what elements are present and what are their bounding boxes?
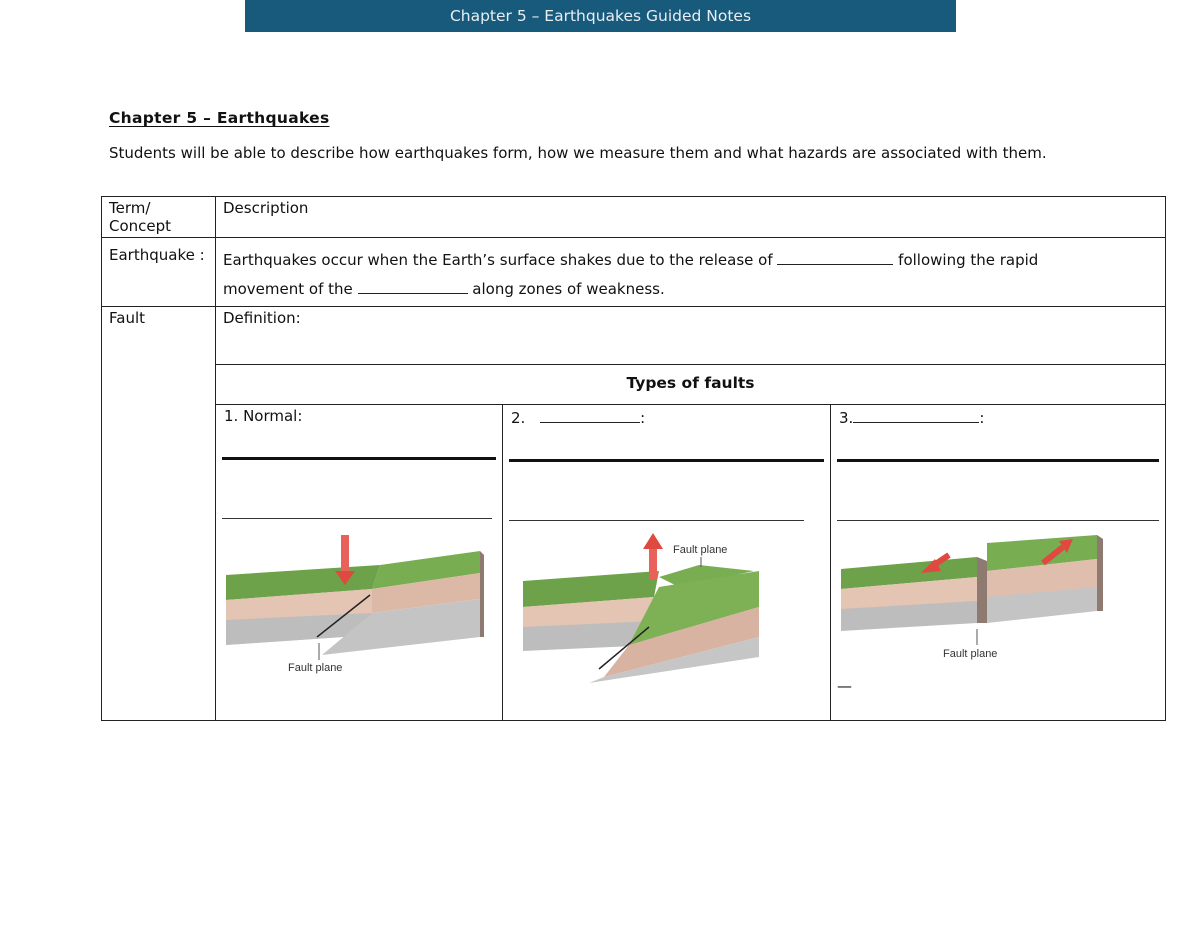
term-fault: Fault [102, 307, 216, 721]
learning-objective: Students will be able to describe how earthquakes form, how we measure them and what hazards are associated with them. [109, 144, 1047, 162]
answer-line[interactable] [509, 459, 824, 462]
fault-type-3: 3. : Fault plane — [831, 405, 1166, 721]
answer-line[interactable] [222, 457, 496, 460]
fault-plane-label: Fault plane [943, 648, 998, 660]
answer-line[interactable] [837, 459, 1159, 462]
answer-line[interactable] [509, 520, 804, 521]
fault-type-2: 2. : Fault plane [503, 405, 831, 721]
blank-plates[interactable] [358, 278, 468, 294]
strike-slip-fault-diagram [837, 527, 1157, 677]
trailing-dash: — [837, 677, 852, 695]
blank-fault-type-3[interactable] [853, 407, 979, 423]
fault-plane-label: Fault plane [288, 662, 343, 674]
header-description: Description [216, 197, 1166, 238]
normal-fault-diagram [222, 525, 487, 675]
blank-fault-type-2[interactable] [540, 407, 640, 423]
fault-plane-label: Fault plane [673, 544, 728, 556]
term-earthquake: Earthquake : [102, 238, 216, 307]
header-title: Chapter 5 – Earthquakes Guided Notes [449, 7, 752, 25]
header-bar [245, 0, 956, 32]
types-of-faults-heading: Types of faults [216, 365, 1166, 405]
fault-type-normal: 1. Normal: Fault plane [216, 405, 503, 721]
desc-earthquake: Earthquakes occur when the Earth’s surface shakes due to the release of following the rapid movement of the along zones of weakness. [216, 238, 1166, 307]
notes-table [101, 196, 1166, 721]
header-term: Term/ Concept [102, 197, 216, 238]
blank-energy[interactable] [777, 249, 893, 265]
answer-line[interactable] [222, 518, 492, 519]
page-title: Chapter 5 – Earthquakes [109, 109, 330, 127]
reverse-fault-diagram [509, 527, 799, 687]
answer-line[interactable] [837, 520, 1159, 521]
desc-fault-definition: Definition: [216, 307, 1166, 365]
